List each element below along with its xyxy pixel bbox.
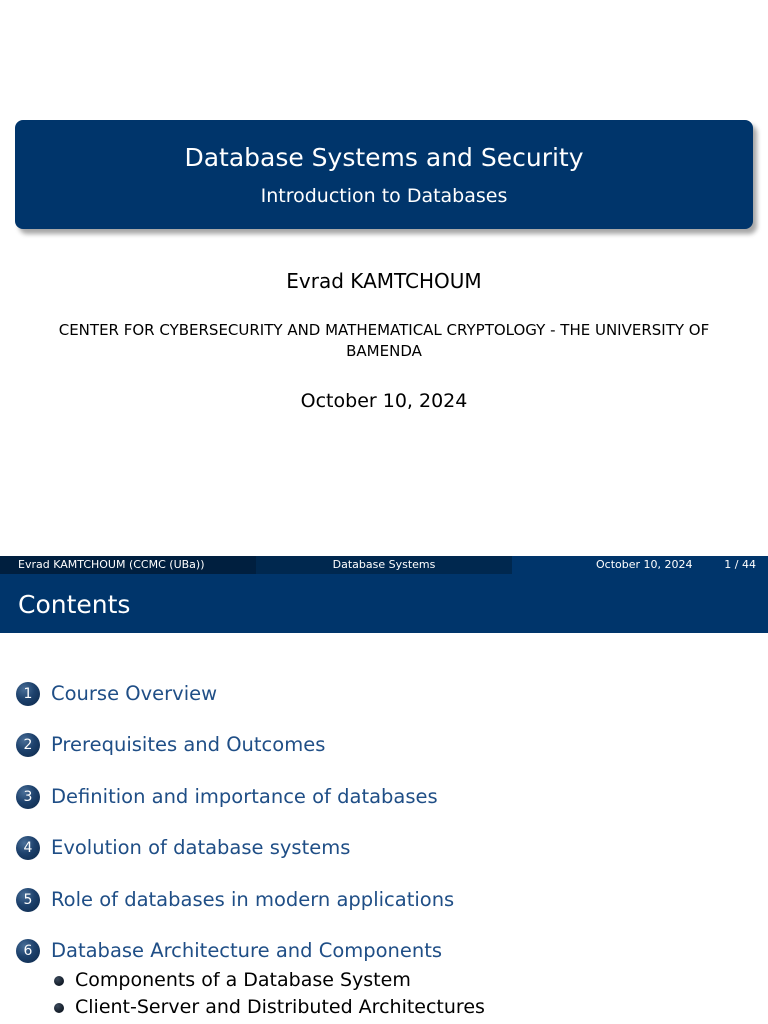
footer-date: October 10, 2024 — [596, 558, 693, 571]
section-number-badge: 6 — [16, 939, 40, 963]
toc-item-label: Definition and importance of databases — [51, 785, 438, 808]
toc-item-label: Evolution of database systems — [51, 836, 351, 859]
section-number-badge: 4 — [16, 836, 40, 860]
bullet-icon — [54, 976, 64, 986]
bullet-icon — [54, 1003, 64, 1013]
presentation-subtitle: Introduction to Databases — [260, 185, 508, 207]
presentation-date: October 10, 2024 — [300, 390, 468, 412]
frame-title: Contents — [18, 590, 131, 619]
institute-name: CENTER FOR CYBERSECURITY AND MATHEMATICAL CRYPTOLOGY - THE UNIVERSITY OF BAMENDA — [58, 321, 710, 360]
author-name: Evrad KAMTCHOUM — [286, 269, 482, 293]
section-number-badge: 2 — [16, 733, 40, 757]
toc-subitem-label: Client-Server and Distributed Architectures — [75, 996, 485, 1018]
footer-bar — [0, 556, 768, 574]
section-number-badge: 3 — [16, 785, 40, 809]
title-box — [15, 120, 753, 229]
footer-right-section — [512, 556, 768, 574]
footer-author: Evrad KAMTCHOUM (CCMC (UBa)) — [0, 556, 256, 574]
frame-title-bar — [0, 574, 768, 633]
toc-item-label: Database Architecture and Components — [51, 939, 443, 962]
presentation-title: Database Systems and Security — [184, 143, 584, 172]
toc-item-label: Prerequisites and Outcomes — [51, 733, 326, 756]
toc-item-label: Role of databases in modern applications — [51, 888, 455, 911]
footer-title: Database Systems — [256, 556, 512, 574]
toc-item-label: Course Overview — [51, 682, 218, 705]
page-number: 1 / 44 — [724, 558, 756, 571]
section-number-badge: 5 — [16, 888, 40, 912]
toc-subitem-label: Components of a Database System — [75, 969, 411, 991]
section-number-badge: 1 — [16, 682, 40, 706]
